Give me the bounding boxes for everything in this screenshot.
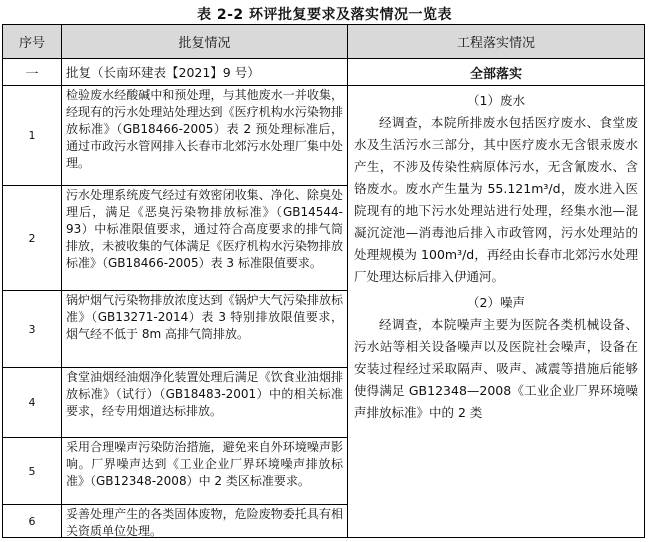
all-implemented-label: 全部落实: [469, 66, 522, 82]
row-seq: 6: [28, 514, 36, 528]
noise-section-title: （2）噪声: [467, 295, 525, 310]
implementation-details: [348, 86, 644, 537]
table-caption: 表 2-2 环评批复要求及落实情况一览表: [196, 7, 453, 23]
approval-table: [2, 24, 645, 538]
row-approval-text: 检验废水经酸碱中和预处理，与其他废水一并收集，经现有的污水处理站处理达到《医疗机构水污染物排放标准》（GB18466-2005）表 2 预处理标准后，通过市政污水管网排入长春市北郊污水处理厂集中处理。: [66, 88, 343, 170]
row-seq: 1: [28, 129, 36, 142]
row-seq: 5: [28, 464, 36, 478]
row-approval-text: 批复（长南环建表【2021】9 号）: [66, 65, 260, 80]
row-seq: 2: [28, 231, 36, 245]
noise-section-text: 经调查，本院噪声主要为医院各类机械设备、污水站等相关设备噪声以及医院社会噪声，设备在安装过程经过采取隔声、吸声、减震等措施后能够使得满足 GB12348—2008《工业企业厂界环境噪声排放标准》中的 2 类: [354, 317, 638, 420]
row-seq: 3: [28, 322, 36, 336]
header-seq: 序号: [3, 25, 61, 58]
water-section-title: （1）废水: [467, 93, 525, 108]
header-implementation: 工程落实情况: [348, 25, 644, 58]
header-approval: 批复情况: [62, 25, 347, 58]
row-approval-text: 锅炉烟气污染物排放浓度达到《锅炉大气污染排放标准》（GB13271-2014）表 3 特别排放限值要求，烟气经不低于 8m 高排气筒排放。: [66, 293, 343, 341]
row-approval-text: 食堂油烟经油烟净化装置处理后满足《饮食业油烟排放标准》（试行）（GB18483-2001）中的相关标准要求，经专用烟道达标排放。: [66, 370, 343, 418]
row-approval-text: 污水处理系统废气经过有效密闭收集、净化、除臭处理后，满足《恶臭污染物排放标准》（GB14544-93）中标准限值要求，通过符合高度要求的排气筒排放，未被收集的气体满足《医疗机构水污染物排放标准》（GB18466-2005）表 3 标准限值要求。: [66, 188, 343, 270]
row-approval-text: 妥善处理产生的各类固体废物，危险废物委托具有相关资质单位处理。: [66, 507, 343, 537]
row-approval-text: 采用合理噪声污染防治措施，避免来自外环境噪声影响。厂界噪声达到《工业企业厂界环境噪声排放标准》（GB12348-2008）中 2 类区标准要求。: [66, 440, 343, 488]
water-section-text: 经调查，本院所排废水包括医疗废水、食堂废水及生活污水三部分，其中医疗废水无含银汞废水产生，不涉及传染性病原体污水，无含氰废水、含铬废水。废水产生量为 55.121m³/d，废水进入医院现有的地下污水处理站进行处理，经集水池—混凝沉淀池—消毒池后排入市政管网，污水处理站的处理规模为 100m³/d，再经由长春市北郊污水处理厂处理达标后排入伊通河。: [354, 115, 638, 284]
row-seq: 一: [25, 66, 39, 82]
row-seq: 4: [28, 396, 36, 409]
